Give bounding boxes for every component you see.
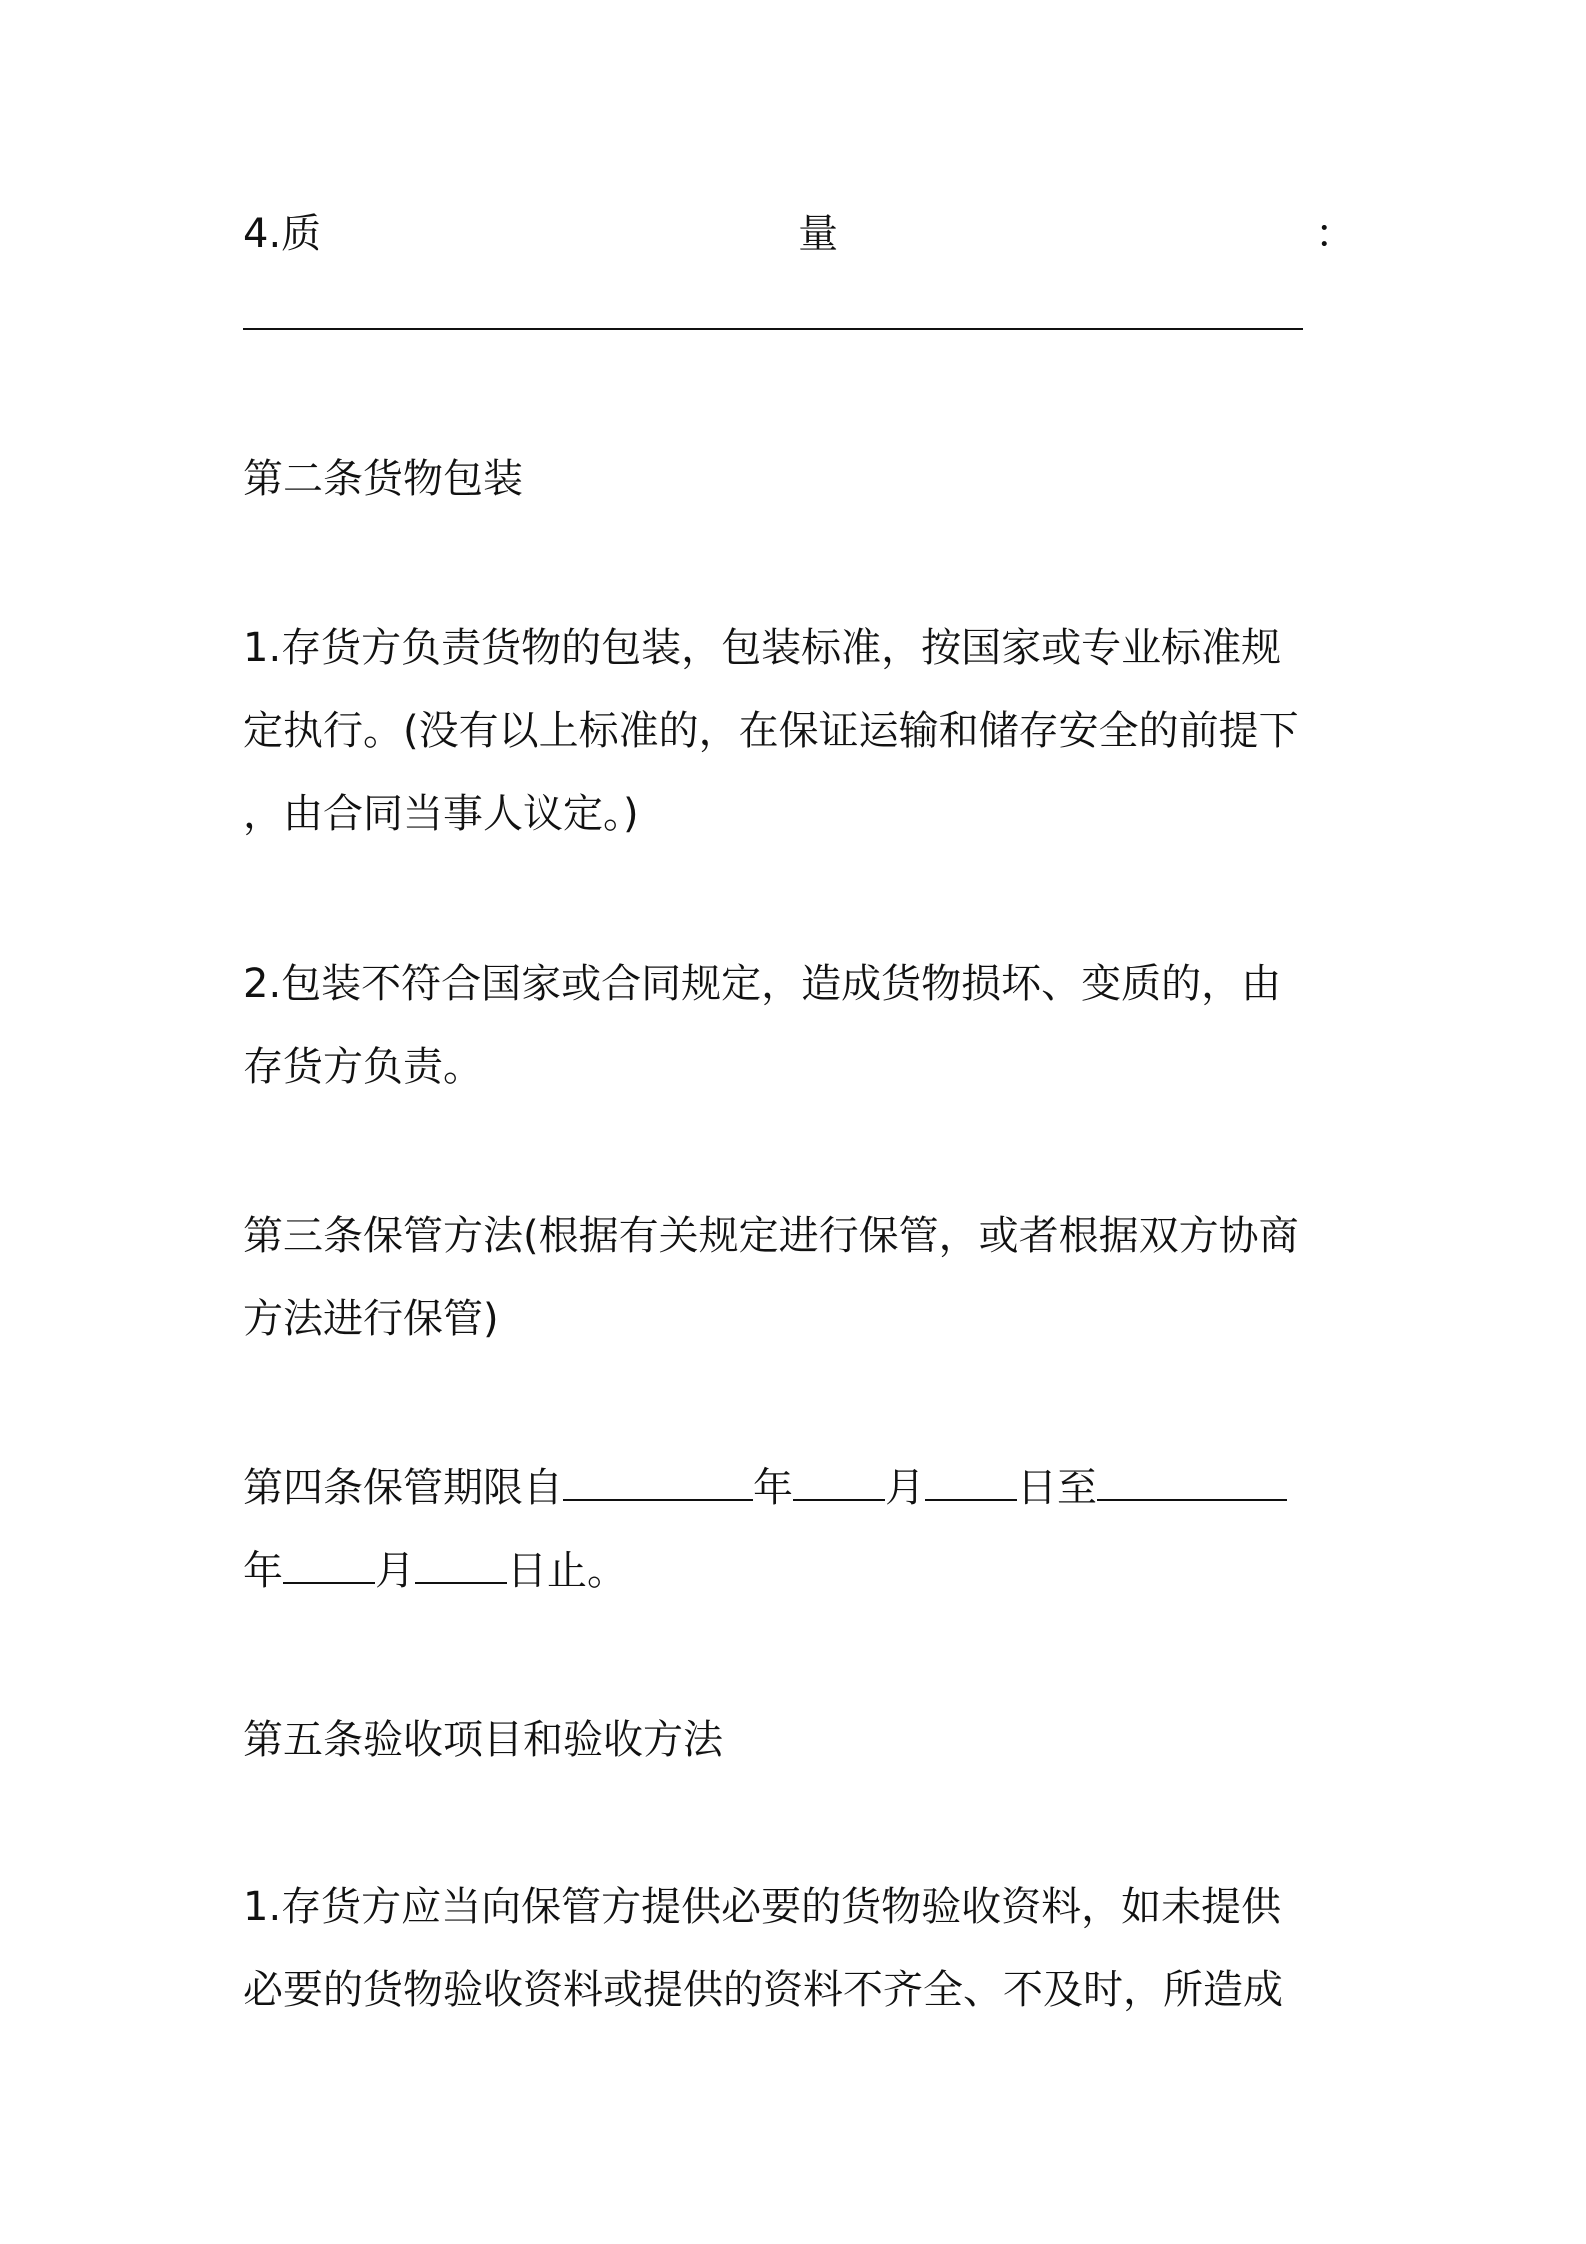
- end-year-blank: [1097, 1463, 1287, 1501]
- text-line: [243, 1447, 1353, 1530]
- quality-label: 4.质: [243, 210, 322, 257]
- text-line: 第三条保管方法(根据有关规定进行保管，或者根据双方协商: [243, 1213, 1299, 1259]
- year-label: 年: [753, 1465, 793, 1511]
- quality-fill-line: [243, 328, 1303, 330]
- article2-paragraph-1: [243, 607, 1353, 856]
- month-label: 月: [885, 1465, 925, 1511]
- end-month-blank: [283, 1546, 375, 1584]
- quality-colon: ：: [1314, 210, 1355, 257]
- text-line: 1.存货方负责货物的包装，包装标准，按国家或专业标准规: [243, 625, 1282, 671]
- article3-paragraph: [243, 1195, 1353, 1361]
- text-line: 必要的货物验收资料或提供的资料不齐全、不及时，所造成: [243, 1967, 1283, 2013]
- article5-paragraph-1: [243, 1866, 1353, 2032]
- text-line: 1.存货方应当向保管方提供必要的货物验收资料，如未提供: [243, 1884, 1282, 1930]
- quality-label-mid: 量: [798, 210, 839, 257]
- end-month-label: 月: [375, 1548, 415, 1594]
- day-blank: [925, 1463, 1017, 1501]
- quality-clause: [243, 200, 1355, 260]
- month-blank: [793, 1463, 885, 1501]
- day-to-label: 日至: [1017, 1465, 1097, 1511]
- text-line: 方法进行保管): [243, 1296, 499, 1342]
- article2-paragraph-2: [243, 943, 1353, 1109]
- text-line: [243, 1530, 1353, 1613]
- article4-paragraph: [243, 1447, 1353, 1613]
- text-line: 2.包装不符合国家或合同规定，造成货物损坏、变质的，由: [243, 961, 1282, 1007]
- end-day-label: 日止。: [507, 1548, 627, 1594]
- year-blank: [563, 1463, 753, 1501]
- article5-heading: 第五条验收项目和验收方法: [243, 1717, 723, 1763]
- text-line: 存货方负责。: [243, 1044, 483, 1090]
- end-year-label: 年: [243, 1548, 283, 1594]
- text-line: ，由合同当事人议定。): [243, 791, 639, 837]
- text-line: 定执行。(没有以上标准的，在保证运输和储存安全的前提下: [243, 708, 1299, 754]
- article4-prefix: 第四条保管期限自: [243, 1465, 563, 1511]
- article2-heading: 第二条货物包装: [243, 456, 523, 502]
- end-day-blank: [415, 1546, 507, 1584]
